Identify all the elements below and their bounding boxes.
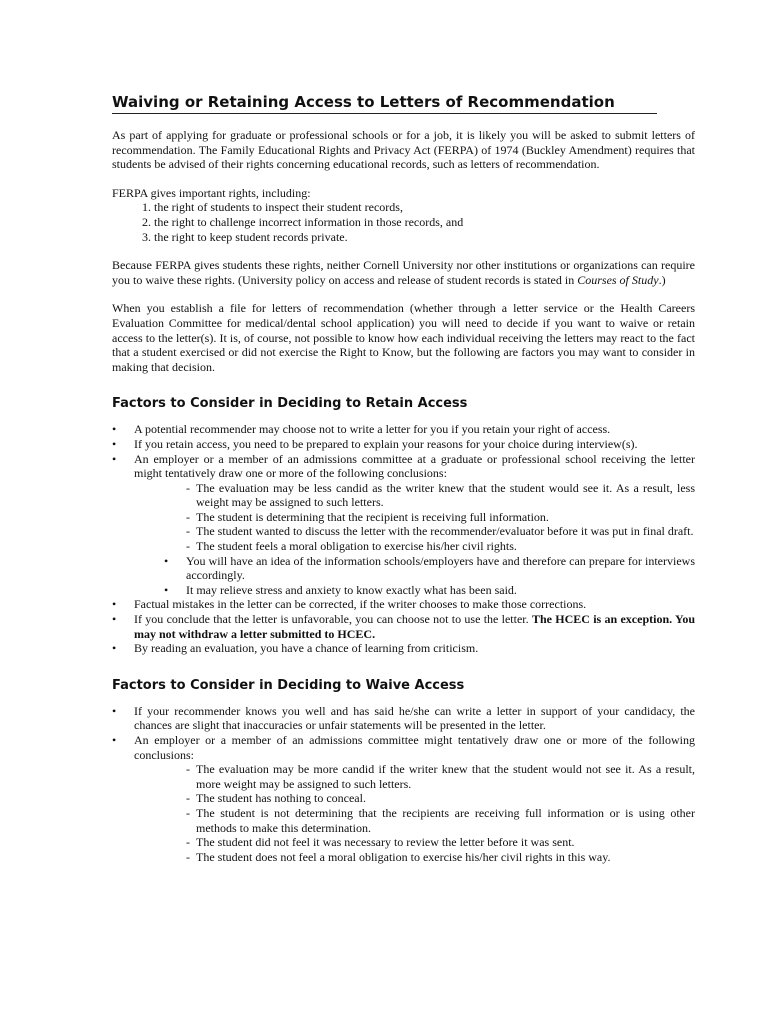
bullet-marker: • xyxy=(112,733,117,747)
waive-conclusions-list xyxy=(112,762,695,864)
waive-factor-text: If your recommender knows you well and has said he/she can write a letter in support of your candidacy, the chances are slight that inaccuracies or unfair statements will be presented in the letter. xyxy=(134,703,695,733)
retain-factors-list xyxy=(112,422,695,480)
document-title: Waiving or Retaining Access to Letters of Recommendation xyxy=(112,93,657,114)
waive-factor-item xyxy=(112,733,695,762)
conclusion-text: The student has nothing to conceal. xyxy=(196,791,366,806)
conclusion-text: The student did not feel it was necessary to review the letter before it was sent. xyxy=(196,835,575,850)
retain-sub-item xyxy=(164,583,695,598)
conclusion-text: The student is determining that the recipient is receiving full information. xyxy=(196,509,549,524)
conclusion-item xyxy=(186,835,695,850)
retain-sub-item xyxy=(164,554,695,583)
retain-factor-text: By reading an evaluation, you have a chance of learning from criticism. xyxy=(134,641,479,656)
because-text-end: .) xyxy=(658,272,666,287)
ferpa-right-item: 3. the right to keep student records private. xyxy=(154,230,695,245)
retain-sub-list xyxy=(112,554,695,598)
dash-marker: - xyxy=(186,849,190,864)
conclusion-text: The student wanted to discuss the letter with the recommender/evaluator before it was put in final draft. xyxy=(196,524,694,539)
dash-marker: - xyxy=(186,805,190,820)
retain-factors-list-continued xyxy=(112,597,695,655)
bullet-marker: • xyxy=(112,641,117,656)
bullet-marker: • xyxy=(112,612,117,627)
intro-paragraph: As part of applying for graduate or professional schools or for a job, it is likely you will be asked to submit letters of recommendation. The Family Educational Rights and Privacy Act (FERPA) of 1974 (Buckley Amendment) requires that students be advised of their rights concerning educational records, such as letters of recommendation. xyxy=(112,128,695,172)
waive-factor-text: An employer or a member of an admissions committee might tentatively draw one or more of the following conclusions: xyxy=(134,733,695,762)
bullet-marker: • xyxy=(112,451,117,466)
conclusion-item xyxy=(186,510,695,525)
document-body xyxy=(112,93,695,864)
establish-paragraph: When you establish a file for letters of recommendation (whether through a letter service or the Health Careers Evaluation Committee for medical/dental school application) you will need to decide if you want to waive or retain access to the letter(s). It is, of course, not possible to know how each individual receiving the letters may react to the fact that a student exercised or did not exercise the Right to Know, but the following are factors you may want to consider in making that decision. xyxy=(112,301,695,374)
conclusion-item xyxy=(186,481,695,510)
because-text: Because FERPA gives students these rights, neither Cornell University nor other institutions or organizations can require you to waive these rights. (University policy on access and release of student records is stated in xyxy=(112,258,695,287)
dash-marker: - xyxy=(186,835,190,850)
retain-factor-item xyxy=(112,452,695,481)
hcec-exception-note: The HCEC is an exception. You may not withdraw a letter submitted to HCEC. xyxy=(134,612,695,641)
conclusion-item xyxy=(186,524,695,539)
retain-factor-text: If you retain access, you need to be prepared to explain your reasons for your choice during interview(s). xyxy=(134,436,638,451)
bullet-marker: • xyxy=(112,422,117,437)
dash-marker: - xyxy=(186,480,190,495)
dash-marker: - xyxy=(186,762,190,777)
conclusion-item xyxy=(186,791,695,806)
ferpa-right-item: 2. the right to challenge incorrect information in those records, and xyxy=(154,215,695,230)
dash-marker: - xyxy=(186,509,190,524)
ferpa-right-item: 1. the right of students to inspect their student records, xyxy=(154,200,695,215)
dash-marker: - xyxy=(186,524,190,539)
because-paragraph xyxy=(112,258,695,287)
conclusion-text: The student feels a moral obligation to exercise his/her civil rights. xyxy=(196,539,517,554)
waive-factors-list xyxy=(112,704,695,762)
conclusion-item xyxy=(186,850,695,865)
dash-marker: - xyxy=(186,791,190,806)
bullet-marker: • xyxy=(112,436,117,451)
conclusion-text: The student is not determining that the recipients are receiving full information or is using other methods to make this determination. xyxy=(196,805,695,835)
retain-factor-item xyxy=(112,422,695,437)
bullet-marker: • xyxy=(112,597,117,612)
conclusion-item xyxy=(186,806,695,835)
retain-factor-text: An employer or a member of an admissions committee at a graduate or professional school receiving the letter might tentatively draw one or more of the following conclusions: xyxy=(134,451,695,481)
bullet-marker: • xyxy=(164,553,169,568)
conclusion-text: The evaluation may be more candid if the writer knew that the student would not see it. As a result, more weight may be assigned to such letters. xyxy=(196,762,695,791)
courses-of-study-title: Courses of Study xyxy=(577,272,659,287)
ferpa-lead: FERPA gives important rights, including: xyxy=(112,185,311,200)
retain-conclusions-list xyxy=(112,481,695,554)
conclusion-text: The evaluation may be less candid as the writer knew that the student would see it. As a result, less weight may be assigned to such letters. xyxy=(196,480,695,510)
retain-factor-text: A potential recommender may choose not to write a letter for you if you retain your right of access. xyxy=(134,422,611,437)
waive-heading: Factors to Consider in Deciding to Waive Access xyxy=(112,677,465,693)
conclusion-item xyxy=(186,539,695,554)
retain-factor-item xyxy=(112,612,695,641)
retain-heading: Factors to Consider in Deciding to Retain Access xyxy=(112,396,468,412)
conclusion-text: The student does not feel a moral obligation to exercise his/her civil rights in this way. xyxy=(196,849,611,864)
retain-sub-text: It may relieve stress and anxiety to know exactly what has been said. xyxy=(186,582,517,597)
retain-factor-text: If you conclude that the letter is unfavorable, you can choose not to use the letter. xyxy=(134,612,532,627)
retain-factor-text: Factual mistakes in the letter can be corrected, if the writer chooses to make those corrections. xyxy=(134,597,587,612)
retain-sub-text: You will have an idea of the information schools/employers have and therefore can prepare for interviews accordingly. xyxy=(186,553,695,583)
retain-factor-item xyxy=(112,437,695,452)
retain-factor-item xyxy=(112,597,695,612)
bullet-marker: • xyxy=(112,703,117,718)
ferpa-section xyxy=(112,186,695,244)
waive-factor-item xyxy=(112,704,695,733)
conclusion-item xyxy=(186,762,695,791)
bullet-marker: • xyxy=(164,582,169,597)
retain-factor-item xyxy=(112,641,695,656)
dash-marker: - xyxy=(186,539,190,554)
ferpa-rights-list xyxy=(112,200,695,244)
